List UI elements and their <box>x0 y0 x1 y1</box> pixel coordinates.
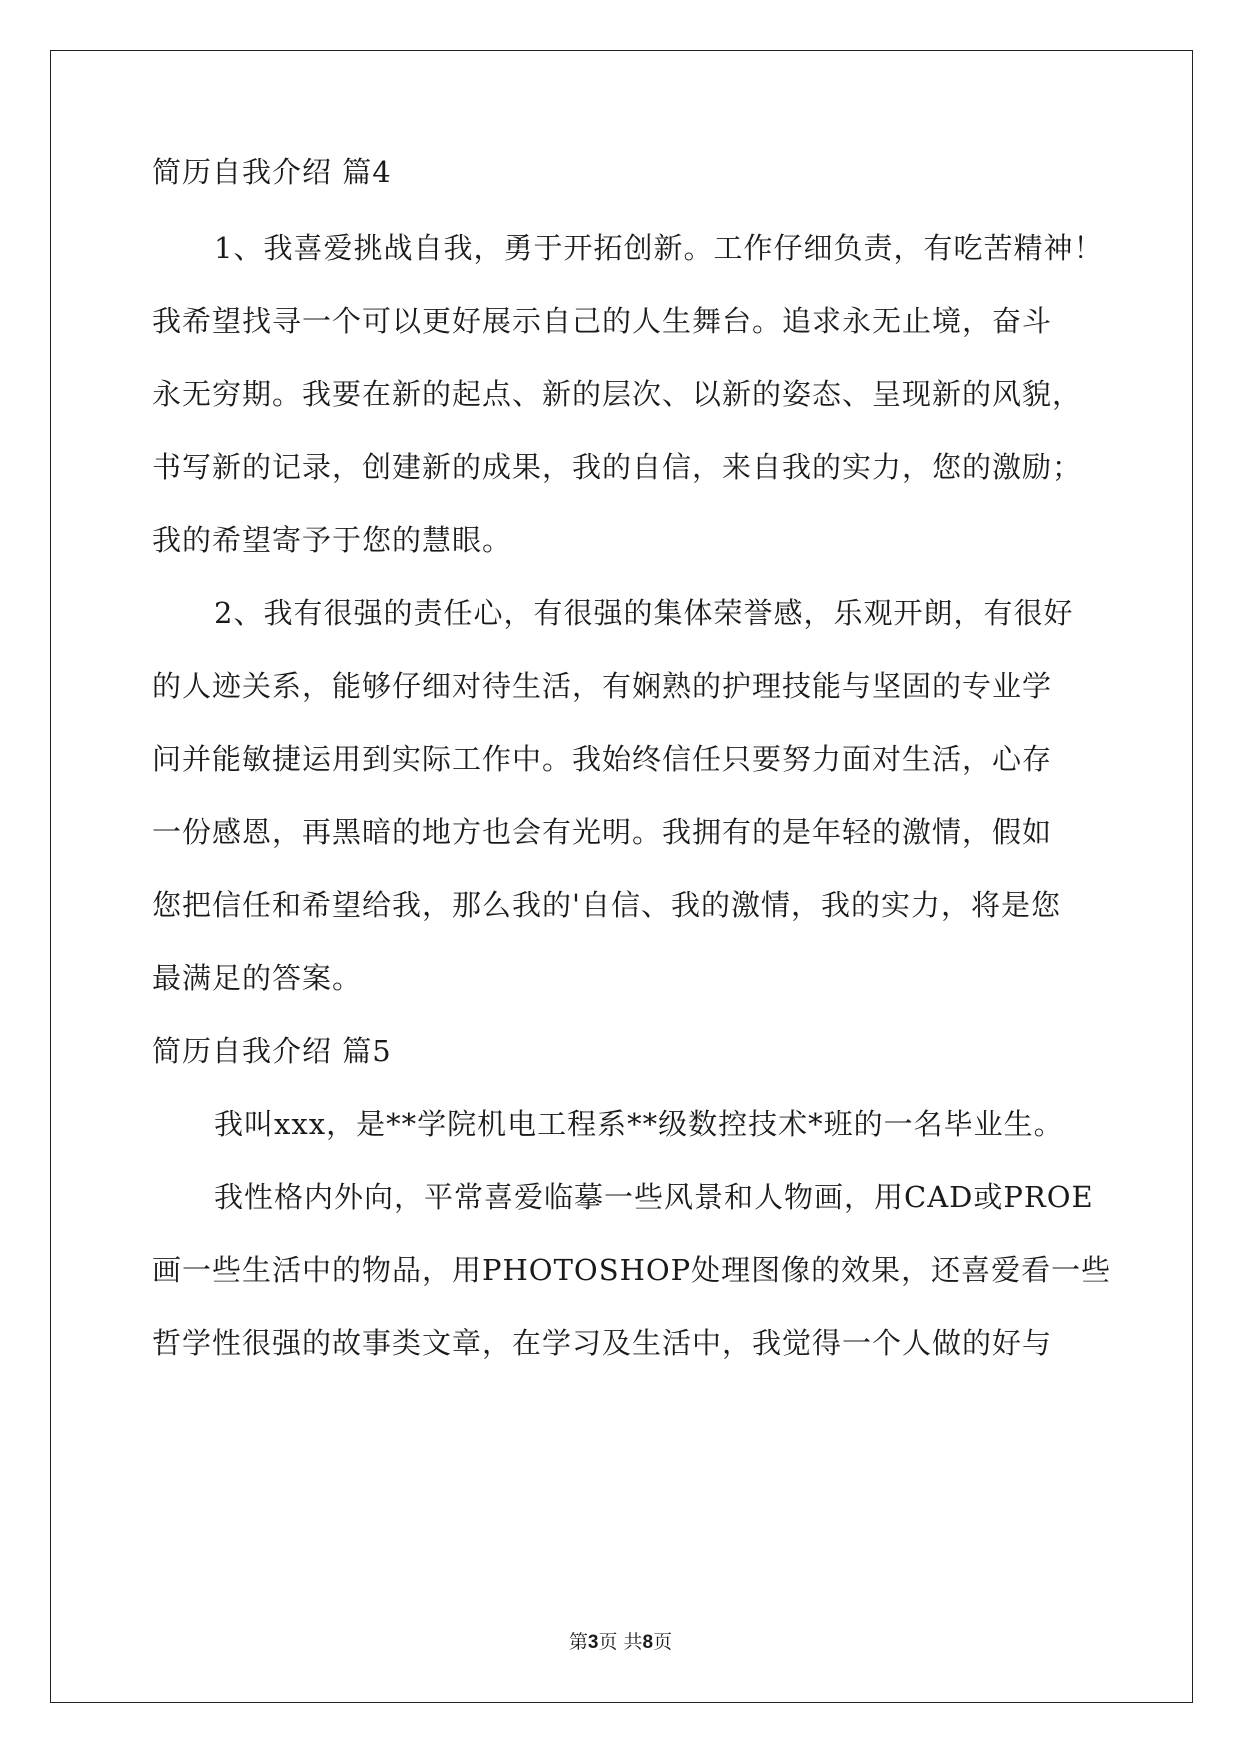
paragraph-2-line-5: 您把信任和希望给我，那么我的'自信、我的激情，我的实力，将是您 <box>152 888 1061 922</box>
paragraph-2-line-4: 一份感恩，再黑暗的地方也会有光明。我拥有的是年轻的激情，假如 <box>152 815 1053 849</box>
paragraph-4-line-1: 我性格内外向，平常喜爱临摹一些风景和人物画，用CAD或PROE <box>214 1180 1094 1214</box>
paragraph-1-line-1: 1、我喜爱挑战自我，勇于开拓创新。工作仔细负责，有吃苦精神！ <box>214 231 1104 265</box>
paragraph-1-line-3: 永无穷期。我要在新的起点、新的层次、以新的姿态、呈现新的风貌， <box>152 377 1083 411</box>
paragraph-2-line-6: 最满足的答案。 <box>152 961 363 995</box>
paragraph-4-line-2: 画一些生活中的物品，用PHOTOSHOP处理图像的效果，还喜爱看一些 <box>152 1253 1112 1287</box>
paragraph-2-line-1: 2、我有很强的责任心，有很强的集体荣誉感，乐观开朗，有很好 <box>214 596 1074 630</box>
paragraph-1-line-4: 书写新的记录，创建新的成果，我的自信，来自我的实力，您的激励； <box>152 450 1083 484</box>
paragraph-2-line-3: 问并能敏捷运用到实际工作中。我始终信任只要努力面对生活，心存 <box>152 742 1053 776</box>
footer-page-mid: 页 共 <box>598 1631 643 1653</box>
paragraph-1-line-2: 我希望找寻一个可以更好展示自己的人生舞台。追求永无止境，奋斗 <box>152 304 1053 338</box>
page-footer <box>0 1630 1241 1655</box>
paragraph-2-line-2: 的人迹关系，能够仔细对待生活，有娴熟的护理技能与坚固的专业学 <box>152 669 1053 703</box>
footer-page-prefix: 第 <box>568 1631 588 1653</box>
paragraph-1-line-5: 我的希望寄予于您的慧眼。 <box>152 523 513 557</box>
paragraph-4-line-3: 哲学性很强的故事类文章，在学习及生活中，我觉得一个人做的好与 <box>152 1326 1053 1360</box>
section-heading-4: 简历自我介绍 篇4 <box>152 155 392 189</box>
footer-total-pages: 8 <box>642 1632 654 1653</box>
footer-page-suffix: 页 <box>653 1631 673 1653</box>
page-border <box>50 50 1193 1703</box>
paragraph-3-line-1: 我叫xxx，是**学院机电工程系**级数控技术*班的一名毕业生。 <box>214 1107 1064 1141</box>
section-heading-5: 简历自我介绍 篇5 <box>152 1034 392 1068</box>
footer-page-number: 3 <box>587 1632 599 1653</box>
